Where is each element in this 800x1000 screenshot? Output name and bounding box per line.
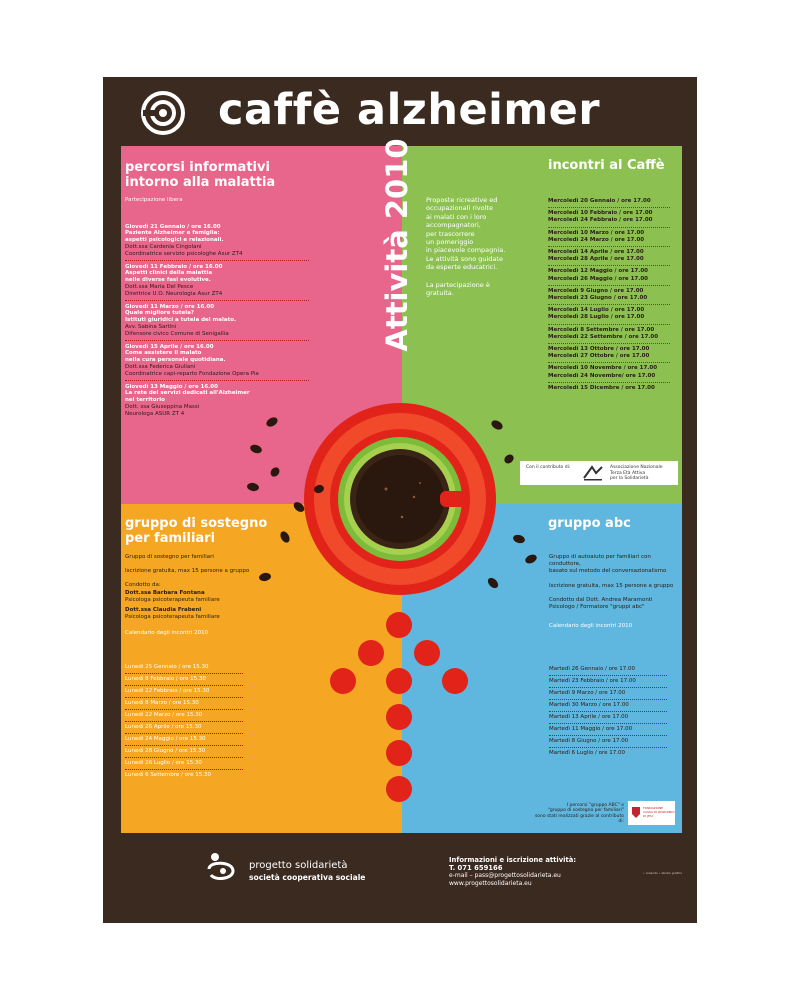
session-date: Lunedì 22 Febbraio / ore 15.30	[125, 688, 210, 694]
meeting-list	[548, 196, 670, 394]
section-title-line2: per familiari	[125, 531, 216, 546]
organization-line: progetto solidarietà	[249, 860, 348, 871]
section-title-line1: gruppo di sostegno	[125, 516, 268, 531]
meeting-date: Mercoledì 23 Giugno / ore 17.00	[548, 295, 648, 302]
section-info	[125, 554, 325, 638]
fondazione-line: DI JESI	[643, 813, 653, 818]
info-line: basato sul metodo del conversazionalismo	[549, 568, 667, 575]
sponsor-text	[528, 803, 624, 825]
list-item	[548, 383, 670, 394]
contact-email: e-mail – pass@progettosolidarieta.eu	[449, 872, 561, 880]
session-date: Lunedì 28 Giugno / ore 15.30	[125, 748, 206, 754]
list-item	[125, 686, 243, 698]
list-item	[548, 325, 670, 344]
section-title-line2: intorno alla malattia	[125, 175, 276, 190]
free-participation-note: La partecipazione è gratuita.	[426, 280, 490, 298]
session-date: Martedì 11 Maggio / ore 17.00	[549, 726, 633, 732]
meeting-date: Mercoledì 27 Ottobre / ore 17.00	[548, 353, 650, 360]
event-date: Giovedì 13 Maggio / ore 16.00	[125, 384, 218, 390]
event-item	[125, 222, 309, 261]
description-line: Le attività sono guidate	[426, 254, 503, 263]
session-date: Lunedì 26 Luglio / ore 15.30	[125, 760, 202, 766]
meeting-date: Mercoledì 10 Novembre / ore 17.00	[548, 365, 658, 372]
session-date: Lunedì 6 Settembre / ore 15.30	[125, 772, 212, 778]
description-line: ai malati con i loro	[426, 212, 487, 221]
list-item	[125, 698, 243, 710]
date-list	[125, 662, 243, 781]
event-role: Direttrice U.O. Neurologia Asur ZT4	[125, 291, 223, 297]
event-speaker: Dott.ssa Cardenia Cingolani	[125, 244, 202, 250]
section-title: incontri al Caffè	[548, 158, 665, 173]
organization-name	[249, 860, 365, 884]
event-topic: nella cura personale quotidiana.	[125, 357, 226, 363]
meeting-date: Mercoledì 26 Maggio / ore 17.00	[548, 275, 648, 282]
event-topic: Istituti giuridici a tutela del malato.	[125, 317, 237, 323]
list-item	[548, 305, 670, 324]
event-date: Giovedì 11 Febbraio / ore 16.00	[125, 264, 223, 270]
session-date: Martedì 26 Gennaio / ore 17.00	[549, 666, 636, 672]
meeting-date: Mercoledì 24 Febbraio / ore 17.00	[548, 217, 653, 224]
session-date: Lunedì 26 Aprile / ore 15.30	[125, 724, 202, 730]
sponsor-line: sono stati realizzati grazie al contributo di:	[534, 813, 624, 825]
event-role: Coordinatrice servizio psicologhe Asur ZT4	[125, 251, 243, 257]
fondazione-line: CASSA DI RISPARMIO	[643, 809, 675, 814]
conductor-name: Dott.ssa Barbara Fontana	[125, 589, 205, 596]
event-topic: Paziente Alzheimer e famiglia:	[125, 230, 220, 236]
description-line: in piacevole compagnia.	[426, 246, 506, 255]
participation-note: Partecipazione libera	[125, 197, 183, 203]
anteas-logo-icon	[582, 464, 604, 482]
sponsor-org-line: Associazione Nazionale	[610, 465, 663, 470]
list-item	[548, 208, 670, 227]
description-line: da esperte educatrici.	[426, 263, 498, 272]
section-title: gruppo abc	[548, 516, 631, 531]
description-line: Proposte ricreative ed	[426, 196, 498, 204]
session-date: Lunedì 8 Marzo / ore 15.30	[125, 700, 199, 706]
event-speaker: Dott.ssa Maria Del Pesce	[125, 284, 194, 290]
sponsor-line: I percorsi "gruppo ABC" e	[566, 803, 624, 808]
poster	[103, 77, 697, 923]
event-speaker: Dott.ssa Federica Giuliani	[125, 364, 196, 370]
event-item	[125, 342, 309, 381]
sponsor-box-anteas	[520, 461, 678, 485]
organization-subline: società cooperativa sociale	[249, 873, 366, 882]
session-date: Lunedì 25 Gennaio / ore 15.30	[125, 664, 209, 670]
progetto-solidarieta-logo-icon	[205, 851, 237, 883]
meeting-date: Mercoledì 20 Gennaio / ore 17.00	[548, 198, 651, 204]
event-date: Giovedì 21 Gennaio / ore 16.00	[125, 224, 221, 230]
meeting-date: Mercoledì 24 Marzo / ore 17.00	[548, 236, 645, 243]
list-item	[549, 676, 667, 688]
meeting-date: Mercoledì 15 Dicembre / ore 17.00	[548, 384, 655, 391]
section-info	[549, 554, 677, 630]
list-item	[549, 736, 667, 748]
event-date: Giovedì 11 Marzo / ore 16.00	[125, 304, 215, 310]
list-item	[549, 724, 667, 736]
event-topic: La rete dei servizi dedicati all'Alzheimer	[125, 390, 250, 396]
list-item	[125, 662, 243, 674]
list-item	[549, 664, 667, 676]
sponsor-box-fondazione	[528, 801, 675, 827]
activities-year-heading: Attività 2010	[380, 138, 414, 352]
list-item	[549, 712, 667, 724]
list-item	[548, 286, 670, 305]
event-speaker: Avv. Sabina Sartini	[125, 324, 177, 330]
meeting-date: Mercoledì 24 Novembre/ ore 17.00	[548, 372, 656, 379]
calendar-label: Calendario degli incontri 2010	[125, 630, 209, 637]
sponsor-org-line: Terza Età Attiva	[610, 470, 646, 476]
meeting-date: Mercoledì 12 Maggio / ore 17.00	[548, 268, 648, 275]
spiral-logo-icon	[141, 91, 185, 135]
footer	[103, 833, 697, 923]
contact-phone: T. 071 659166	[449, 863, 503, 872]
sponsor-org	[610, 465, 663, 482]
session-date: Martedì 9 Marzo / ore 17.00	[549, 690, 626, 696]
list-item	[125, 758, 243, 770]
meeting-date: Mercoledì 22 Settembre / ore 17.00	[548, 333, 659, 340]
list-item	[548, 266, 670, 285]
event-topic: nelle diverse fasi evolutive.	[125, 277, 211, 283]
fondazione-name	[643, 807, 675, 818]
sponsor-label: Con il contributo di:	[526, 465, 571, 470]
description-line: accompagnatori,	[426, 221, 481, 230]
list-item	[549, 700, 667, 712]
page-title: caffè alzheimer	[218, 85, 601, 135]
description-line: occupazionali rivolte	[426, 204, 493, 213]
session-date: Martedì 13 Aprile / ore 17.00	[549, 714, 629, 720]
meeting-date: Mercoledì 10 Febbraio / ore 17.00	[548, 210, 653, 217]
list-item	[548, 247, 670, 266]
list-item	[549, 688, 667, 700]
list-item	[549, 748, 667, 759]
crest-icon	[631, 806, 641, 819]
coffee-cup-icon	[302, 401, 498, 597]
list-item	[125, 734, 243, 746]
conductor-role: Psicologo / Formatore "gruppi abc"	[549, 604, 645, 611]
contact-info	[449, 857, 576, 887]
event-speaker: Dott. ssa Giuseppina Massi	[125, 404, 200, 410]
conductor-name: Condotto dal Dott. Andrea Maramonti	[549, 596, 653, 603]
calendar-label: Calendario degli incontri 2010	[549, 623, 633, 630]
event-topic: Quale migliore tutela?	[125, 310, 194, 316]
info-line: Iscrizione gratuita, max 15 persone a gruppo	[549, 582, 674, 589]
event-item	[125, 262, 309, 301]
list-item	[548, 344, 670, 363]
meeting-date: Mercoledì 9 Giugno / ore 17.00	[548, 287, 644, 294]
sponsor-org-line: per la Solidarietà	[610, 476, 649, 482]
event-date: Giovedì 15 Aprile / ore 16.00	[125, 344, 214, 350]
meeting-date: Mercoledì 28 Aprile / ore 17.00	[548, 256, 644, 263]
meeting-date: Mercoledì 14 Luglio / ore 17.00	[548, 307, 645, 314]
session-date: Lunedì 22 Marzo / ore 15.30	[125, 712, 203, 718]
event-list	[125, 222, 309, 421]
event-topic: aspetti psicologici e relazionali.	[125, 237, 224, 243]
list-item	[125, 674, 243, 686]
session-date: Lunedì 8 Febbraio / ore 15.30	[125, 676, 206, 682]
contact-heading: Informazioni e iscrizione attività:	[449, 856, 577, 864]
event-topic: nel territorio	[125, 397, 165, 403]
contact-website: www.progettosolidarieta.eu	[449, 879, 532, 887]
event-item	[125, 382, 309, 420]
info-line: Gruppo di sostegno per familiari	[125, 554, 214, 560]
session-date: Martedì 23 Febbraio / ore 17.00	[549, 678, 636, 684]
list-item	[125, 710, 243, 722]
meeting-date: Mercoledì 14 Aprile / ore 17.00	[548, 249, 644, 256]
session-date: Martedì 30 Marzo / ore 17.00	[549, 702, 629, 708]
list-item	[125, 722, 243, 734]
conducted-by-label: Condotto da:	[125, 582, 161, 589]
event-topic: Come assistere il malato	[125, 350, 202, 356]
event-topic: Aspetti clinici della malattia	[125, 270, 213, 276]
date-list	[549, 664, 667, 759]
list-item	[125, 746, 243, 758]
list-item	[125, 770, 243, 781]
meeting-date: Mercoledì 10 Marzo / ore 17.00	[548, 229, 645, 236]
session-date: Martedì 8 Giugno / ore 17.00	[549, 738, 629, 744]
fondazione-logo	[628, 801, 675, 825]
design-credit: • creando • studio grafico	[643, 871, 683, 875]
event-role: Difensore civico Comune di Senigallia	[125, 331, 229, 337]
description-line: per trascorrere	[426, 229, 475, 238]
meeting-date: Mercoledì 13 Ottobre / ore 17.00	[548, 346, 650, 353]
conductor-role: Psicologa psicoterapeuta familiare	[125, 596, 220, 603]
conductor-name: Dott.ssa Claudia Frabeni	[125, 607, 202, 614]
conductor-role: Psicologa psicoterapeuta familiare	[125, 614, 220, 621]
section-title-line1: percorsi informativi	[125, 160, 270, 175]
list-item	[548, 196, 670, 208]
meeting-date: Mercoledì 8 Settembre / ore 17.00	[548, 326, 655, 333]
session-date: Lunedì 24 Maggio / ore 15.30	[125, 736, 206, 742]
list-item	[548, 228, 670, 247]
description-line: un pomeriggio	[426, 238, 474, 247]
meeting-date: Mercoledì 28 Luglio / ore 17.00	[548, 314, 645, 321]
session-date: Martedì 6 Luglio / ore 17.00	[549, 750, 626, 756]
info-line: Iscrizione gratuita, max 15 persone a gruppo	[125, 568, 250, 575]
event-role: Neurologa ASUR ZT 4	[125, 411, 185, 417]
event-role: Coordinatrice capi-reparto Fondazione Opera Pia	[125, 371, 259, 377]
event-item	[125, 302, 309, 341]
list-item	[548, 363, 670, 382]
sponsor-line: "gruppo di sostegno per familiari"	[547, 808, 624, 814]
fondazione-line: FONDAZIONE	[643, 806, 664, 810]
info-line: Gruppo di autoaiuto per familiari con conduttore,	[549, 554, 651, 568]
section-description	[426, 196, 518, 297]
